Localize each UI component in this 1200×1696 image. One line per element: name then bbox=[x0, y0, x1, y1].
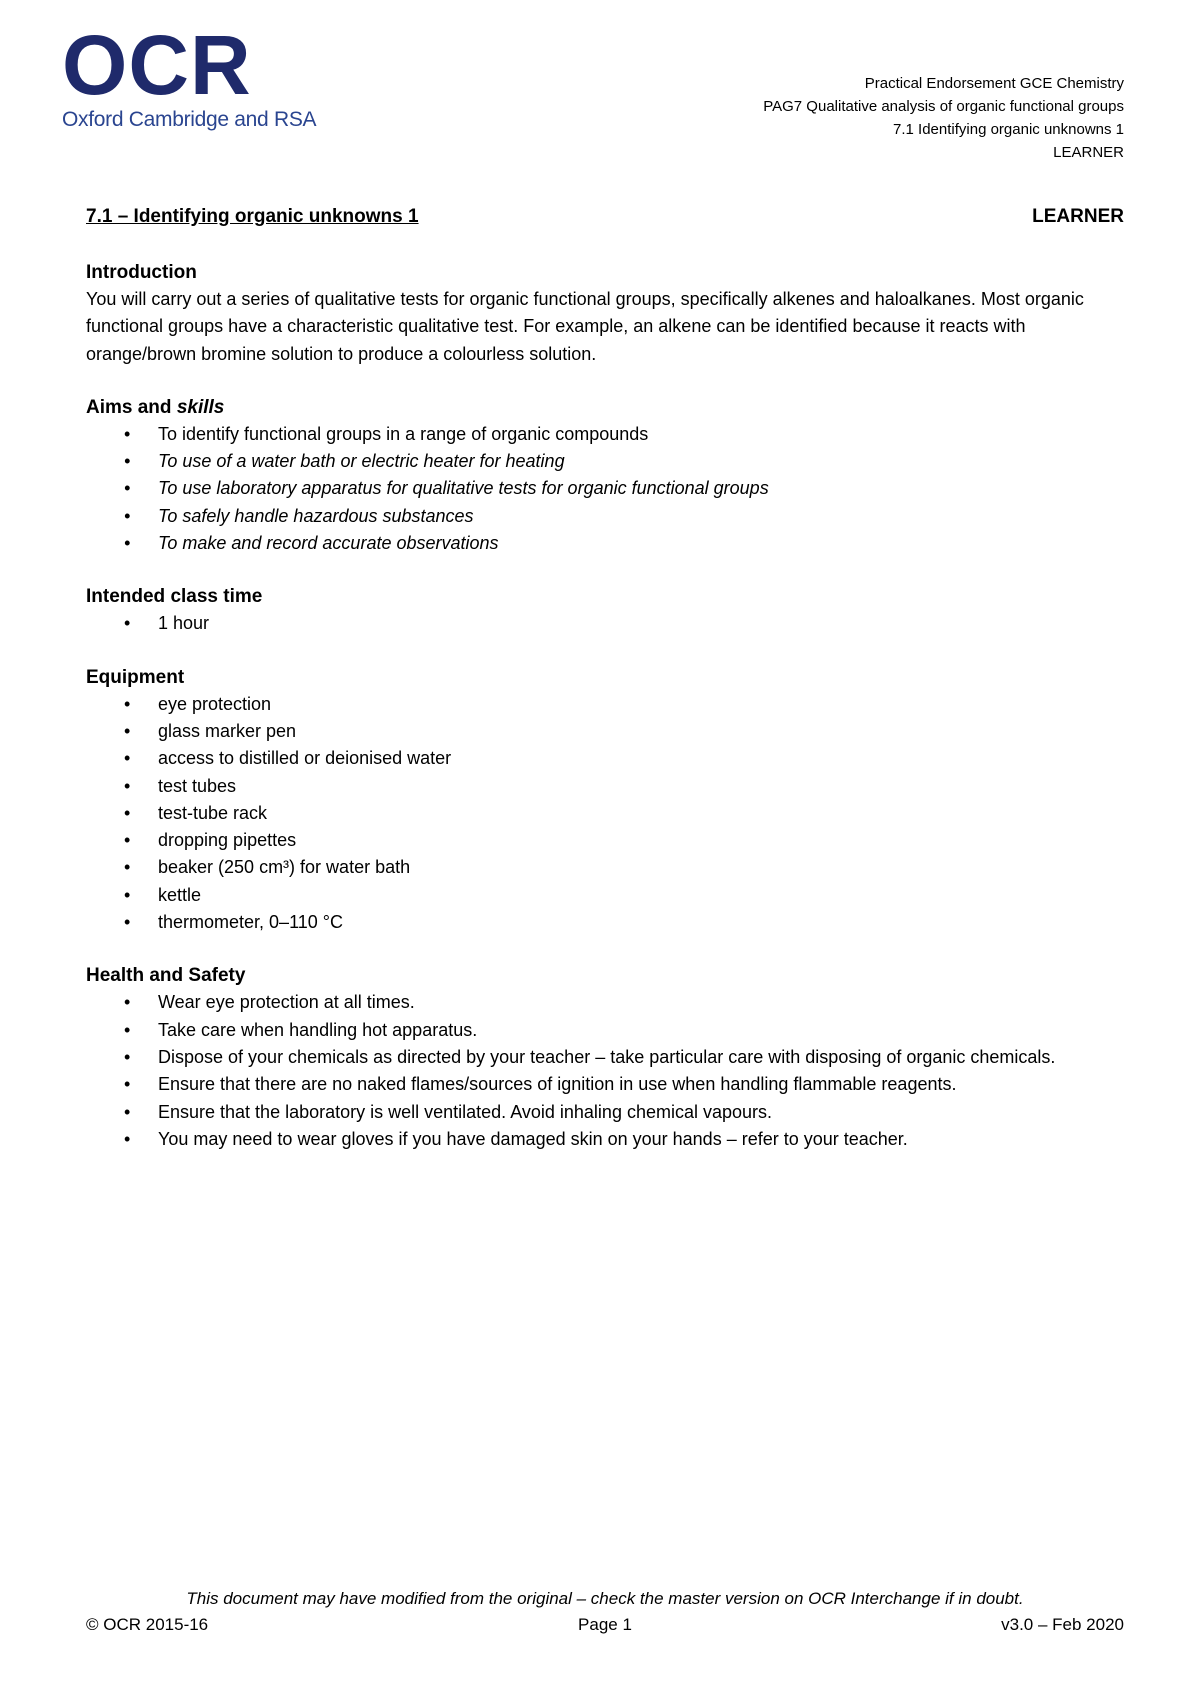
equipment-section bbox=[86, 664, 1126, 937]
header-line-audience: LEARNER bbox=[1053, 144, 1124, 161]
safety-heading: Health and Safety bbox=[86, 965, 246, 987]
class-time-heading: Intended class time bbox=[86, 586, 263, 608]
equipment-item: • access to distilled or deionised water bbox=[86, 745, 1126, 772]
header-line-course: Practical Endorsement GCE Chemistry bbox=[864, 75, 1124, 92]
safety-item: • Wear eye protection at all times. bbox=[86, 989, 1126, 1016]
safety-list bbox=[86, 989, 1126, 1153]
introduction-text: You will carry out a series of qualitative tests for organic functional groups, specifically alkenes and haloalkanes. Most organic functional groups have a characteristic qualitative test. For example, an alkene can be identified because it reacts with orange/brown bromine solution to produce a colourless solution. bbox=[86, 289, 1084, 364]
document-footer bbox=[86, 1586, 1124, 1638]
safety-item: • Ensure that the laboratory is well ventilated. Avoid inhaling chemical vapours. bbox=[86, 1099, 1126, 1126]
document-header bbox=[763, 72, 1124, 164]
equipment-heading: Equipment bbox=[86, 666, 185, 688]
class-time-section bbox=[86, 583, 1126, 637]
safety-item: • Take care when handling hot apparatus. bbox=[86, 1017, 1126, 1044]
footer-row bbox=[86, 1612, 1124, 1638]
ocr-logo-subtitle: Oxford Cambridge and RSA bbox=[62, 108, 317, 131]
document-body bbox=[86, 259, 1126, 1179]
class-time-list bbox=[86, 610, 1126, 637]
page-title: 7.1 – Identifying organic unknowns 1 bbox=[86, 206, 419, 227]
safety-item: • Ensure that there are no naked flames/sources of ignition in use when handling flammable reagents. bbox=[86, 1071, 1126, 1098]
safety-item: • Dispose of your chemicals as directed by your teacher – take particular care with disposing of organic chemicals. bbox=[86, 1044, 1126, 1071]
equipment-item: • kettle bbox=[86, 882, 1126, 909]
equipment-item: • eye protection bbox=[86, 691, 1126, 718]
ocr-logo-mark: OCR bbox=[62, 18, 252, 112]
audience-tag: LEARNER bbox=[1032, 206, 1124, 227]
equipment-item: • test-tube rack bbox=[86, 800, 1126, 827]
footer-page-number: Page 1 bbox=[578, 1615, 632, 1634]
class-time-item: • 1 hour bbox=[86, 610, 1126, 637]
equipment-item: • thermometer, 0–110 °C bbox=[86, 909, 1126, 936]
introduction-section bbox=[86, 259, 1126, 368]
aims-heading-text: Aims and bbox=[86, 396, 172, 418]
skills-item: • To use of a water bath or electric heater for heating bbox=[86, 448, 1126, 475]
equipment-item: • beaker (250 cm³) for water bath bbox=[86, 854, 1126, 881]
title-row bbox=[86, 206, 1124, 232]
header-line-pag: PAG7 Qualitative analysis of organic functional groups bbox=[763, 98, 1124, 115]
aims-heading bbox=[86, 394, 1126, 421]
skills-item: • To make and record accurate observations bbox=[86, 530, 1126, 557]
ocr-logo bbox=[62, 18, 322, 131]
skills-item: • To safely handle hazardous substances bbox=[86, 503, 1126, 530]
safety-item: • You may need to wear gloves if you have damaged skin on your hands – refer to your teacher. bbox=[86, 1126, 1126, 1153]
aims-item: • To identify functional groups in a range of organic compounds bbox=[86, 421, 1126, 448]
aims-heading-skills: skills bbox=[176, 396, 225, 418]
equipment-item: • dropping pipettes bbox=[86, 827, 1126, 854]
header-line-activity: 7.1 Identifying organic unknowns 1 bbox=[893, 121, 1124, 138]
footer-copyright: © OCR 2015-16 bbox=[86, 1615, 209, 1634]
aims-list bbox=[86, 421, 1126, 557]
equipment-list bbox=[86, 691, 1126, 937]
footer-note: This document may have modified from the original – check the master version on OCR Interchange if in doubt. bbox=[186, 1589, 1024, 1608]
equipment-item: • glass marker pen bbox=[86, 718, 1126, 745]
introduction-heading: Introduction bbox=[86, 262, 197, 283]
aims-section bbox=[86, 394, 1126, 557]
footer-version: v3.0 – Feb 2020 bbox=[1001, 1615, 1124, 1634]
skills-item: • To use laboratory apparatus for qualitative tests for organic functional groups bbox=[86, 475, 1126, 502]
safety-section bbox=[86, 962, 1126, 1153]
equipment-item: • test tubes bbox=[86, 773, 1126, 800]
